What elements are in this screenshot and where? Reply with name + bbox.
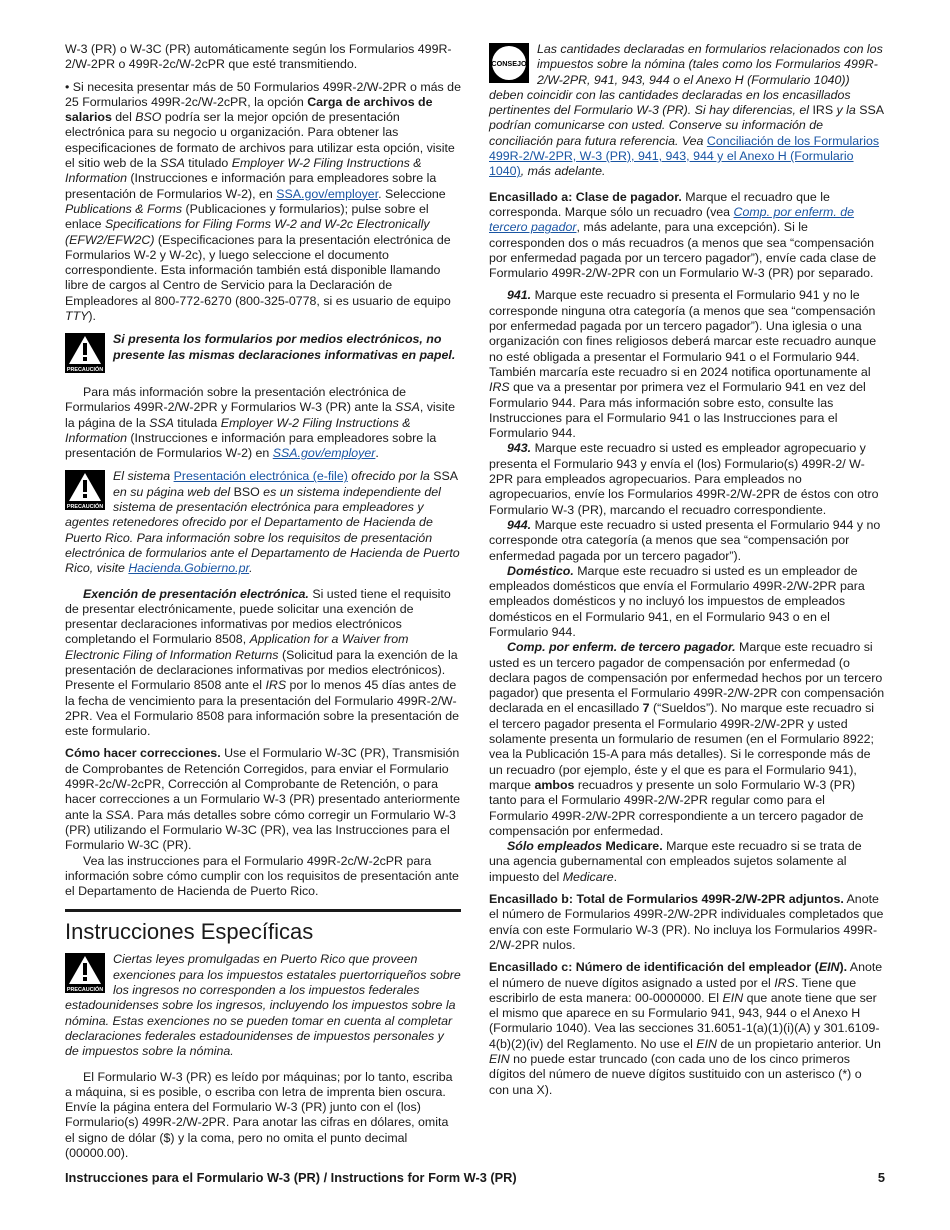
third-party-sick-pay-link[interactable]: Comp. por enferm. de tercero pagador (489, 204, 855, 235)
svg-text:PRECAUCIÓN: PRECAUCIÓN (66, 504, 104, 511)
right-column (489, 42, 885, 1105)
paragraph-household: Doméstico. Marque este recuadro si usted es un empleador de empleados domésticos que envía el Formulario 499R-2/W-2PR para empleados domésticos y no incluyó los impuestos de empleados domésticos en el Formulario 941, en el Formulario 943 o en el Formulario 944. (489, 563, 865, 639)
section-title: Instrucciones Específicas (65, 919, 314, 945)
efile-link[interactable]: Presentación electrónica (e-file) (173, 469, 348, 484)
caution-note-paper: PRECAUCIÓN Si presenta los formularios por medios electrónicos, no presente las mismas declaraciones informativas en papel. (65, 332, 461, 363)
tip-note-reconciliation: CONSEJO Las cantidades declaradas en formularios relacionados con los impuestos sobre la nómina (tales como los Formularios 499R-2/W-2PR, 941, 943, 944 o el Anexo H (Formulario 1040)) deben coincidir con las cantidades declaradas en los encasillados pertinentes del Formulario W-3 (PR). Si hay diferencias, el IRS y la SSA podrían comunicarse con usted. Conserve su información de conciliación para futura referencia. Vea Conciliación de los Formularios 499R-2/W-2PR, W-3 (PR), 941, 943, 944 y el Anexo H (Formulario 1040), más adelante. (489, 42, 885, 179)
section-divider (65, 909, 461, 912)
footer-title: Instrucciones para el Formulario W-3 (PR) / Instructions for Form W-3 (PR) (65, 1170, 517, 1185)
paragraph-wage-file-upload: • Si necesita presentar más de 50 Formularios 499R-2/W-2PR o más de 25 Formularios 499R-2c/W-2cPR, la opción Carga de archivos de salarios del BSO podría ser la mejor opción de presentación electrónica para su negocio u organización. Para obtener las especificaciones de formato de archivos para utilizar esta opción, visite el sitio web de la SSA titulado Employer W-2 Filing Instructions & Information (Instrucciones e información para empleadores sobre la presentación de Formularios W-2), en SSA.gov/employer. Seleccione Publications & Forms (Publicaciones y formularios); pulse sobre el enlace Specifications for Filing Forms W-2 and W-2c Electronically (EFW2/EFW2C) (Especificaciones para la presentación electrónica de Formularios W-2 y W-2c), y luego seleccione el documento correspondiente. Esta información también está disponible llamando libre de cargos al Centro de Servicio para la Declaración de Empleadores al 800-772-6270 (800-325-0778, si es usuario de equipo TTY). (65, 79, 461, 324)
paragraph-exemption: Exención de presentación electrónica. Si usted tiene el requisito de presentar electrónicamente, puede solicitar una exención de presentar declaraciones informativas por medios electrónicos completando el Formulario 8508, Application for a Waiver from Electronic Filing of Information Returns (Solicitud para la exención de la presentación de declaraciones informativas por medios electrónicos). Presente el Formulario 8508 ante el IRS por lo menos 45 días antes de la fecha de vencimiento para la presentación del Formulario 499R-2/W-2PR. Vea el Formulario 8508 para información sobre la presentación de este formulario. (65, 586, 459, 739)
hacienda-link[interactable]: Hacienda.Gobierno.pr (128, 561, 250, 576)
reconciliation-link[interactable]: Conciliación de los Formularios 499R-2/W-2PR, W-3 (PR), 941, 943, 944 y el Anexo H (Formulario 1040) (489, 133, 880, 179)
svg-text:PRECAUCIÓN: PRECAUCIÓN (66, 987, 104, 994)
left-column (65, 42, 461, 1168)
paragraph-box-c: Encasillado c: Número de identificación del empleador (EIN). Anote el número de nueve dígitos asignado a usted por el IRS. Tiene que escribirlo de esta manera: 00-0000000. El EIN que anote tiene que ser el mismo que aparece en su Formulario 941, 943, 944 o el Anexo H (Formulario 1040). Vea las secciones 31.6051-1(a)(1)(i)(A) y 301.6109-4(b)(2)(iv) del Reglamento. No use el EIN de un propietario anterior. Un EIN no puede estar truncado (con cada uno de los cinco primeros dígitos del número de nueve dígitos sustituido con un asterisco (*) o con una X). (489, 960, 883, 1097)
paragraph-ssa-info: Para más información sobre la presentación electrónica de Formularios 499R-2/W-2PR y Formularios W-3 (PR) ante la SSA, visite la página de la SSA titulada Employer W-2 Filing Instructions & Information (Instrucciones e información para empleadores sobre la presentación de Formularios W-2) en SSA.gov/employer. (65, 384, 455, 461)
paragraph-box-b: Encasillado b: Total de Formularios 499R-2/W-2PR adjuntos. Anote el número de Formularios 499R-2/W-2PR individuales completados que envía con este Formulario W-3 (PR). No incluya los Formularios 499R-2/W-2PR nulos. (489, 892, 884, 952)
caution-icon (65, 333, 105, 377)
caution-note-efile-system: PRECAUCIÓN El sistema Presentación electrónica (e-file) ofrecido por la SSA en su página web del BSO es un sistema independiente del sistema de presentación electrónica para empleadores y agentes retenedores ofrecido por el Departamento de Hacienda de Puerto Rico. Para información sobre los requisitos de presentación electrónica de formularios ante el Departamento de Hacienda de Puerto Rico, visite Hacienda.Gobierno.pr. (65, 469, 460, 576)
ssa-employer-link[interactable]: SSA.gov/employer (276, 186, 379, 201)
paragraph-third-party-sick-pay: Comp. por enferm. de tercero pagador. Marque este recuadro si usted es un tercero pagador de compensación por enfermedad (o declara pagos de compensación por enfermedad hechos por un tercero pagador) que presenta el Formulario 499R-2/W-2PR con compensación declarada en el encasillado 7 (“Sueldos”). No marque este recuadro si el tercero pagador presenta el Formulario 499R-2/W-2PR y usted solamente presenta un formulario de resumen (en el Formulario 8922; vea la Publicación 15-A para más detalles). Si le corresponde más de un recuadro (por ejemplo, éste y el que es para el Formulario 941), marque ambos recuadros y presente un solo Formulario W-3 (PR) tanto para el Formulario 499R-2/W-2PR regular como para el Formulario 499R-2/W-2PR correspondiente a un tercero pagador de compensación por enfermedad. (489, 640, 885, 838)
ssa-employer-link-2[interactable]: SSA.gov/employer (272, 446, 376, 461)
paragraph-944: 944. Marque este recuadro si usted presenta el Formulario 944 y no corresponde otra categoría (a menos que sea “compensación por enfermedad pagada por un tercero pagador”). (489, 517, 881, 563)
paragraph-efile-continued: W-3 (PR) o W-3C (PR) automáticamente según los Formularios 499R-2/W-2PR o 499R-2c/W-2cPR que esté transmitiendo. (65, 42, 452, 72)
paragraph-medicare: Sólo empleados Medicare. Marque este recuadro si se trata de una agencia gubernamental con empleados sujetos solamente al impuesto del Medicare. (489, 839, 862, 884)
paragraph-box-a: Encasillado a: Clase de pagador. Marque el recuadro que le corresponda. Marque sólo un recuadro (vea Comp. por enferm. de tercero pagador, más adelante, para una excepción). Si le corresponden dos o más recuadros (a menos que sea “compensación por enfermedad pagada por un tercero pagador”), envíe cada clase de Formulario 499R-2/W-2PR con un Formulario W-3 (PR) por separado. (489, 189, 877, 281)
paragraph-corrections: Cómo hacer correcciones. Use el Formulario W-3C (PR), Transmisión de Comprobantes de Retención Corregidos, para enviar el Formulario 499R-2c/W-2cPR, Corrección al Comprobante de Retención, o para hacer correcciones a un Formulario W-3 (PR) presentado anteriormente ante la SSA. Para más detalles sobre cómo corregir un Formulario W-3 (PR) utilizando el Formulario W-3C (PR), vea las Instrucciones para el Formulario W-3C (PR). (65, 746, 461, 853)
page-footer (65, 1170, 885, 1185)
svg-text:CONSEJO: CONSEJO (491, 59, 527, 68)
paragraph-machine-read: El Formulario W-3 (PR) es leído por máquinas; por lo tanto, escriba a máquina, si es posible, o escriba con letra de imprenta bien oscura. Envíe la página entera del Formulario W-3 (PR) junto con el (los) Formulario(s) 499R-2/W-2PR. Para anotar las cifras en dólares, omita el signo de dólar ($) y la coma, pero no omita el punto decimal (00000.00). (65, 1069, 453, 1160)
svg-text:PRECAUCIÓN: PRECAUCIÓN (66, 367, 104, 374)
caution-icon (65, 470, 105, 514)
page-number: 5 (877, 1170, 885, 1185)
paragraph-943: 943. Marque este recuadro si usted es empleador agropecuario y presenta el Formulario 943 y envía el (los) Formulario(s) 499R-2/ W-2PR para empleados agropecuarios. Para empleados no agropecuarios, envíe los Formularios 499R-2/W-2PR de éstos con otro Formulario W-3 (PR), marcando el recuadro correspondiente. (489, 441, 879, 517)
caution-icon (65, 953, 105, 997)
paragraph-941: 941. Marque este recuadro si presenta el Formulario 941 y no le corresponde ninguna otra categoría (a menos que sea “compensación por enfermedad pagada por un tercero pagador”). Una iglesia o una organización con fines religiosos deberá marcar este recuadro aunque no esté obligada a presentar el Formulario 941 o el Formulario 944. También marcaría este recuadro si en 2024 notifica oportunamente al IRS que va a presentar por primera vez el Formulario 941 en vez del Formulario 944. Para más información sobre esto, consulte las Instrucciones para el Formulario 941 o las Instrucciones para el Formulario 944. (489, 288, 877, 441)
tip-icon (489, 43, 529, 87)
caution-note-pr-laws: PRECAUCIÓN Ciertas leyes promulgadas en Puerto Rico que proveen exenciones para los impuestos estatales puertorriqueños sobre los ingresos no corresponden a los impuestos federales estadounidenses sobre los ingresos, incluyendo los impuestos sobre la nómina. Estas exenciones no se pueden tomar en cuenta al completar declaraciones federales estadounidenses de impuestos personales y de impuestos sobre la nómina. (65, 952, 461, 1059)
paragraph-see-instructions: Vea las instrucciones para el Formulario 499R-2c/W-2cPR para información sobre cómo cumplir con los requisitos de presentación ante el Departamento de Hacienda de Puerto Rico. (65, 853, 459, 899)
